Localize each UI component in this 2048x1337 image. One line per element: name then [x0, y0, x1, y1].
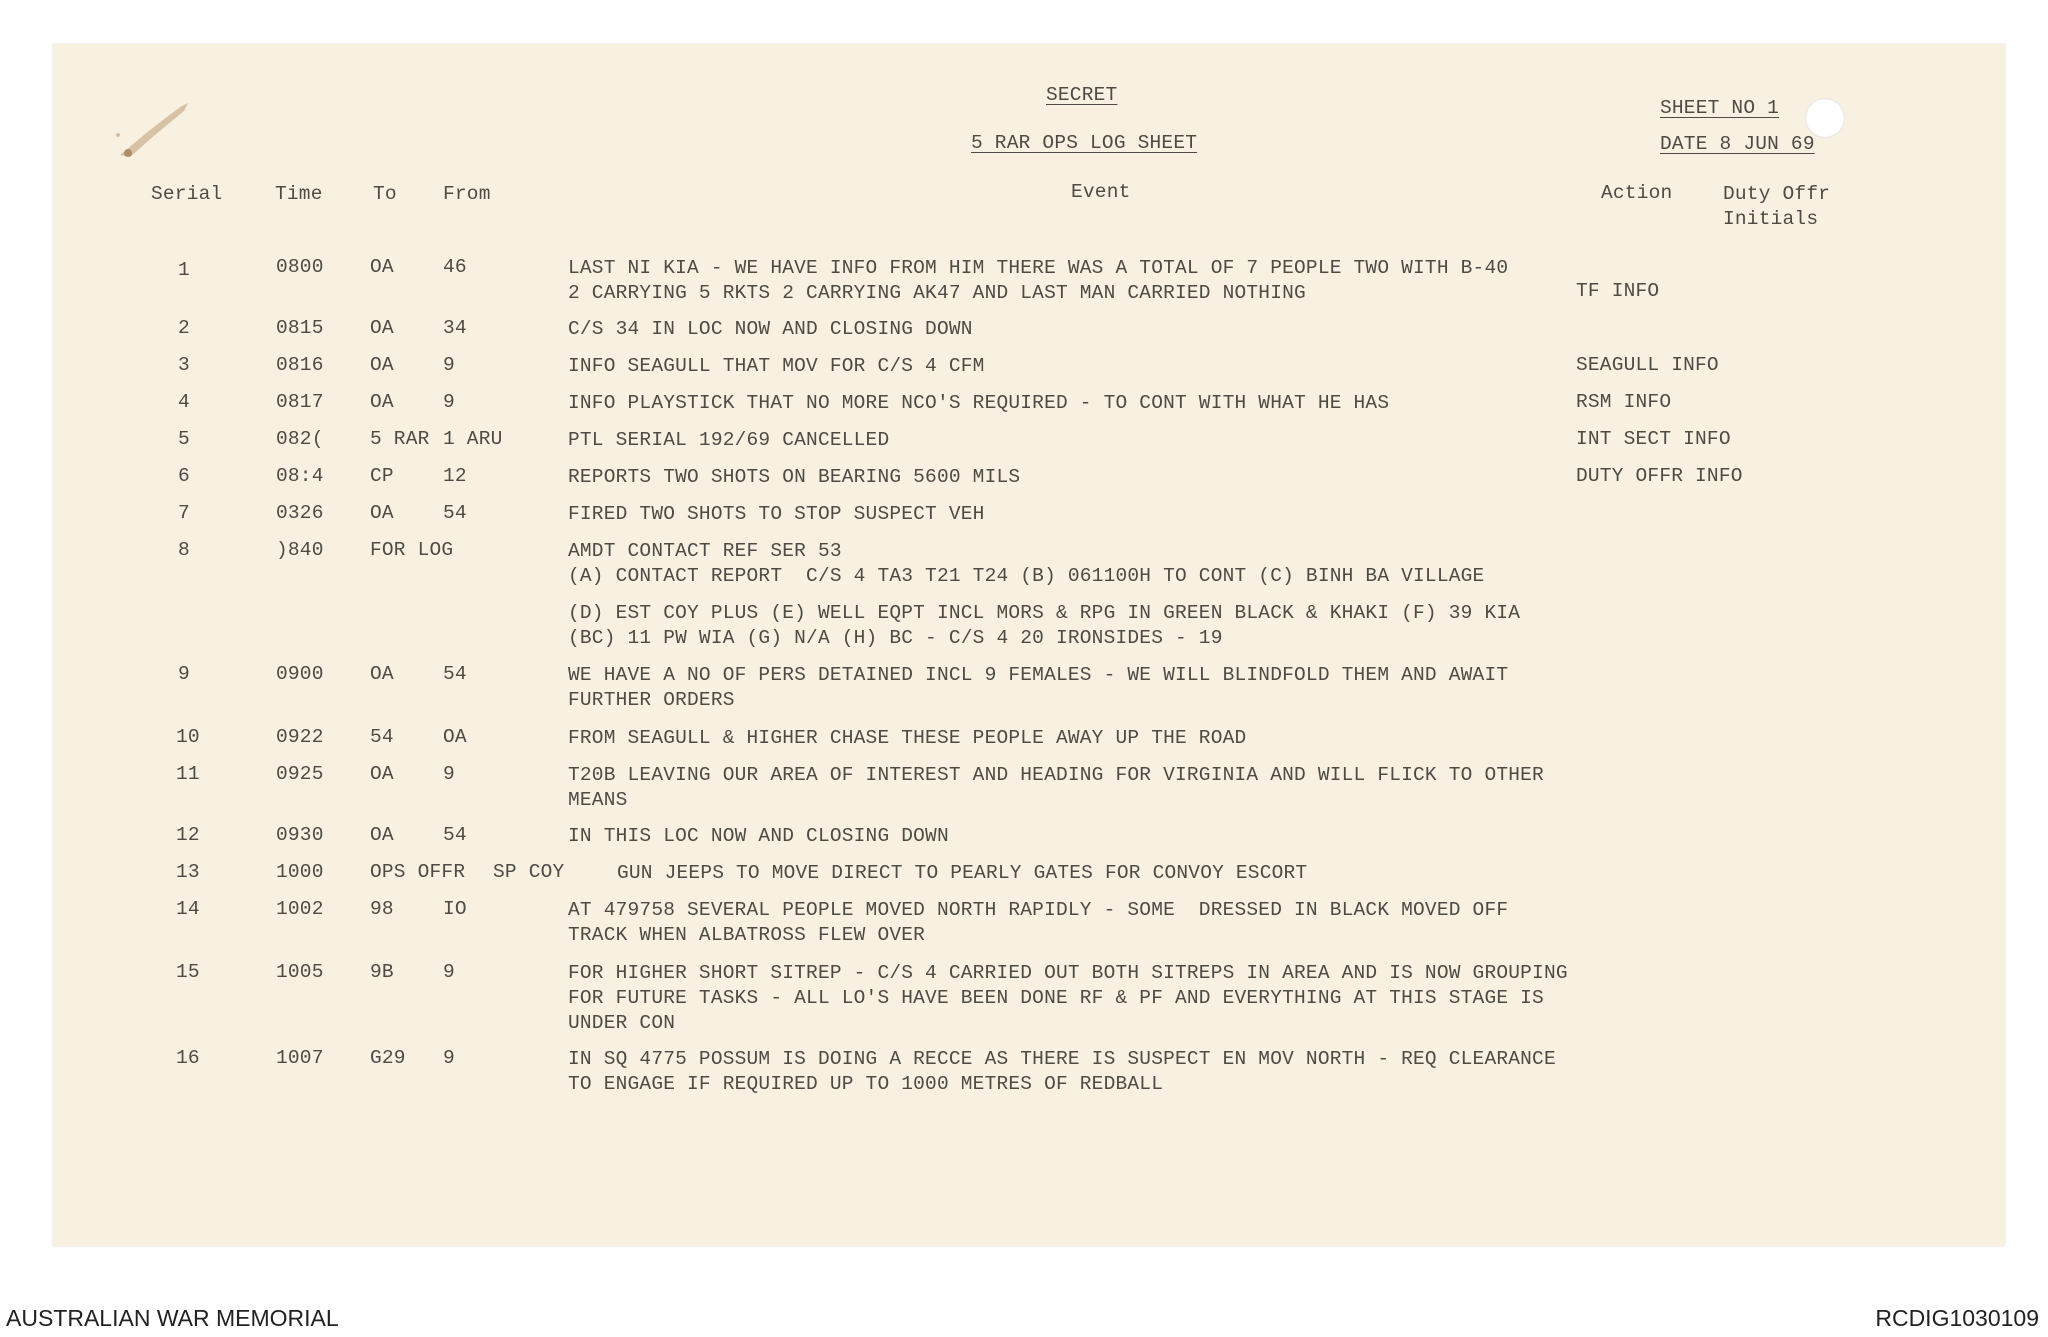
time-cell: 0930	[276, 824, 324, 846]
event-cell: FROM SEAGULL & HIGHER CHASE THESE PEOPLE AWAY UP THE ROAD	[568, 727, 1247, 749]
to-cell: OA	[370, 256, 394, 278]
from-cell: 34	[443, 317, 467, 339]
col-event-header: Event	[1071, 181, 1131, 203]
event-cell: FIRED TWO SHOTS TO STOP SUSPECT VEH	[568, 503, 985, 525]
to-cell: G29	[370, 1047, 406, 1069]
event-cell: IN SQ 4775 POSSUM IS DOING A RECCE AS THERE IS SUSPECT EN MOV NORTH - REQ CLEARANCE TO ENGAGE IF REQUIRED UP TO 1000 METRES OF REDBALL	[568, 1048, 1556, 1095]
action-cell: RSM INFO	[1576, 391, 1672, 413]
action-cell: INT SECT INFO	[1576, 428, 1731, 450]
sheet-date: DATE 8 JUN 69	[1660, 133, 1815, 155]
from-cell: 9	[443, 763, 455, 785]
archive-credit: AUSTRALIAN WAR MEMORIAL	[6, 1305, 339, 1331]
event-cell: LAST NI KIA - WE HAVE INFO FROM HIM THERE WAS A TOTAL OF 7 PEOPLE TWO WITH B-40 2 CARRYING 5 RKTS 2 CARRYING AK47 AND LAST MAN CARRIED NOTHING	[568, 257, 1509, 304]
from-cell: SP COY	[493, 861, 565, 883]
from-cell: OA	[443, 726, 467, 748]
time-cell: 1007	[276, 1047, 324, 1069]
col-action-header: Action	[1601, 182, 1673, 204]
to-cell: CP	[370, 465, 394, 487]
to-cell: OA	[370, 502, 394, 524]
event-cell: T20B LEAVING OUR AREA OF INTEREST AND HEADING FOR VIRGINIA AND WILL FLICK TO OTHER MEANS	[568, 764, 1544, 811]
to-cell: 5 RAR	[370, 428, 430, 450]
to-cell: OA	[370, 354, 394, 376]
event-cell: (D) EST COY PLUS (E) WELL EQPT INCL MORS & RPG IN GREEN BLACK & KHAKI (F) 39 KIA (BC) 11 PW WIA (G) N/A (H) BC - C/S 4 20 IRONSIDES - 19	[568, 602, 1521, 649]
serial-cell: 5	[178, 428, 190, 450]
event-cell: INFO PLAYSTICK THAT NO MORE NCO'S REQUIRED - TO CONT WITH WHAT HE HAS	[568, 392, 1390, 414]
event-cell: PTL SERIAL 192/69 CANCELLED	[568, 429, 890, 451]
from-cell: 9	[443, 961, 455, 983]
time-cell: 0800	[276, 256, 324, 278]
serial-cell: 15	[176, 961, 200, 983]
col-from-header: From	[443, 183, 491, 205]
from-cell: 9	[443, 354, 455, 376]
from-cell: 12	[443, 465, 467, 487]
classification-label: SECRET	[1046, 84, 1118, 106]
serial-cell: 2	[178, 317, 190, 339]
event-cell: INFO SEAGULL THAT MOV FOR C/S 4 CFM	[568, 355, 985, 377]
to-cell: 9B	[370, 961, 394, 983]
col-duty-header: Duty Offr	[1723, 183, 1831, 205]
time-cell: 1002	[276, 898, 324, 920]
serial-cell: 4	[178, 391, 190, 413]
event-cell: AMDT CONTACT REF SER 53 (A) CONTACT REPORT C/S 4 TA3 T21 T24 (B) 061100H TO CONT (C) BINH BA VILLAGE	[568, 540, 1485, 587]
event-cell: GUN JEEPS TO MOVE DIRECT TO PEARLY GATES FOR CONVOY ESCORT	[617, 862, 1308, 884]
event-cell: IN THIS LOC NOW AND CLOSING DOWN	[568, 825, 949, 847]
sheet-title: 5 RAR OPS LOG SHEET	[971, 132, 1198, 154]
from-cell: 54	[443, 502, 467, 524]
event-cell: REPORTS TWO SHOTS ON BEARING 5600 MILS	[568, 466, 1021, 488]
time-cell: 1005	[276, 961, 324, 983]
time-cell: 0817	[276, 391, 324, 413]
time-cell: 1000	[276, 861, 324, 883]
to-cell: 98	[370, 898, 394, 920]
to-cell: OA	[370, 391, 394, 413]
event-cell: FOR HIGHER SHORT SITREP - C/S 4 CARRIED OUT BOTH SITREPS IN AREA AND IS NOW GROUPING FOR FUTURE TASKS - ALL LO'S HAVE BEEN DONE RF & PF AND EVERYTHING AT THIS STAGE IS UNDER CON	[568, 962, 1568, 1034]
time-cell: 0326	[276, 502, 324, 524]
serial-cell: 1	[178, 259, 190, 281]
action-cell: SEAGULL INFO	[1576, 354, 1719, 376]
to-cell: OA	[370, 763, 394, 785]
time-cell: 0925	[276, 763, 324, 785]
to-cell: OA	[370, 317, 394, 339]
serial-cell: 10	[176, 726, 200, 748]
serial-cell: 8	[178, 539, 190, 561]
serial-cell: 11	[176, 763, 200, 785]
to-cell: OPS OFFR	[370, 861, 466, 883]
event-cell: AT 479758 SEVERAL PEOPLE MOVED NORTH RAPIDLY - SOME DRESSED IN BLACK MOVED OFF TRACK WHEN ALBATROSS FLEW OVER	[568, 899, 1509, 946]
from-cell: 54	[443, 663, 467, 685]
serial-cell: 13	[176, 861, 200, 883]
time-cell: 082(	[276, 428, 324, 450]
event-cell: C/S 34 IN LOC NOW AND CLOSING DOWN	[568, 318, 973, 340]
from-cell: 9	[443, 1047, 455, 1069]
sheet-number: SHEET NO 1	[1660, 97, 1780, 119]
serial-cell: 3	[178, 354, 190, 376]
from-cell: 46	[443, 256, 467, 278]
col-to-header: To	[373, 183, 397, 205]
event-cell: WE HAVE A NO OF PERS DETAINED INCL 9 FEMALES - WE WILL BLINDFOLD THEM AND AWAIT FURTHER ORDERS	[568, 664, 1509, 711]
from-cell: IO	[443, 898, 467, 920]
serial-cell: 12	[176, 824, 200, 846]
col-serial-header: Serial	[151, 183, 223, 205]
time-cell: 0815	[276, 317, 324, 339]
col-time-header: Time	[275, 183, 323, 205]
time-cell: 08:4	[276, 465, 324, 487]
from-cell: 1 ARU	[443, 428, 503, 450]
paper-stain	[110, 95, 220, 165]
action-cell: DUTY OFFR INFO	[1576, 465, 1743, 487]
from-cell: 54	[443, 824, 467, 846]
time-cell: 0900	[276, 663, 324, 685]
time-cell: )840	[276, 539, 324, 561]
serial-cell: 16	[176, 1047, 200, 1069]
time-cell: 0922	[276, 726, 324, 748]
to-cell: OA	[370, 663, 394, 685]
to-cell: OA	[370, 824, 394, 846]
to-cell: FOR LOG	[370, 539, 454, 561]
serial-cell: 9	[178, 663, 190, 685]
time-cell: 0816	[276, 354, 324, 376]
serial-cell: 7	[178, 502, 190, 524]
serial-cell: 14	[176, 898, 200, 920]
to-cell: 54	[370, 726, 394, 748]
col-duty-header-initials: Initials	[1723, 208, 1819, 230]
from-cell: 9	[443, 391, 455, 413]
archive-reference: RCDIG1030109	[1875, 1305, 2039, 1331]
action-cell: TF INFO	[1576, 280, 1660, 302]
punch-hole	[1805, 98, 1845, 138]
serial-cell: 6	[178, 465, 190, 487]
